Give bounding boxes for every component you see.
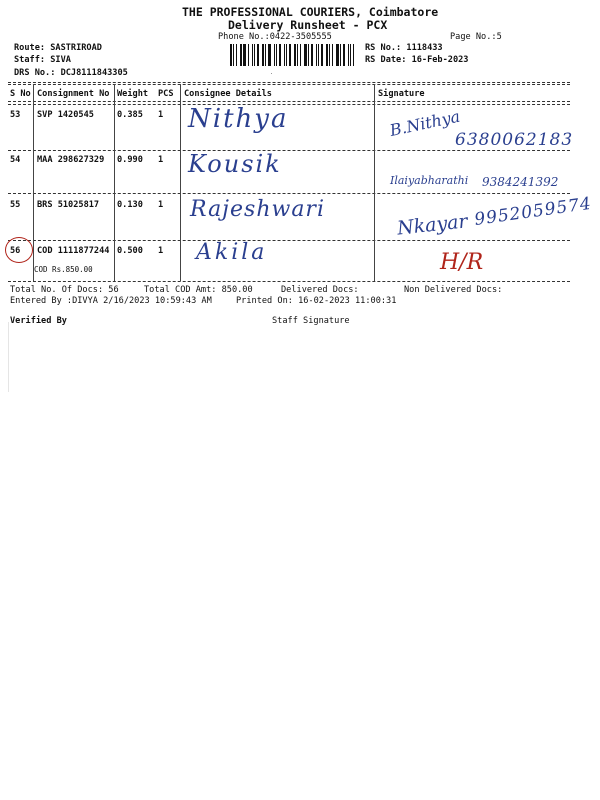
barcode-bar bbox=[248, 44, 249, 66]
row-consignment: COD 1111877244 bbox=[37, 246, 110, 256]
header-bottom-rule-2 bbox=[8, 104, 570, 105]
row-sno: 54 bbox=[10, 155, 21, 165]
header-bottom-rule bbox=[8, 101, 570, 102]
column-line bbox=[114, 84, 115, 281]
barcode-bar bbox=[262, 44, 264, 66]
row-pcs: 1 bbox=[158, 200, 164, 210]
barcode-bar bbox=[274, 44, 275, 66]
row-consignment: BRS 51025817 bbox=[37, 200, 100, 210]
barcode-bar bbox=[316, 44, 317, 66]
page-number: Page No.:5 bbox=[450, 32, 502, 42]
barcode-bar bbox=[311, 44, 313, 66]
row-pcs: 1 bbox=[158, 155, 164, 165]
row-sno: 55 bbox=[10, 200, 21, 210]
row-consignee-handwritten: Akila bbox=[196, 240, 268, 265]
row-sno: 53 bbox=[10, 110, 21, 120]
row-signature: B.Nithya bbox=[388, 106, 462, 140]
barcode-bar bbox=[332, 44, 333, 66]
row-pcs: 1 bbox=[158, 246, 164, 256]
col-header-consignee: Consignee Details bbox=[184, 89, 272, 99]
barcode-bar bbox=[336, 44, 339, 66]
barcode-bar bbox=[286, 44, 287, 66]
route: Route: SASTRIROAD bbox=[14, 43, 102, 53]
barcode-bar bbox=[318, 44, 319, 66]
rs-number: RS No.: 1118433 bbox=[365, 43, 443, 53]
barcode-bar bbox=[308, 44, 309, 66]
col-header-signature: Signature bbox=[378, 89, 425, 99]
barcode-bar bbox=[252, 44, 253, 66]
barcode-bar bbox=[276, 44, 277, 66]
row-pcs: 1 bbox=[158, 110, 164, 120]
barcode-bar bbox=[254, 44, 255, 66]
row-divider bbox=[8, 150, 570, 151]
printed-on: Printed On: 16-02-2023 11:00:31 bbox=[236, 296, 397, 306]
barcode-bar bbox=[257, 44, 259, 66]
col-header-consignment: Consignment No bbox=[37, 89, 110, 99]
scan-mark bbox=[8, 322, 9, 392]
row-signature: Nkayar bbox=[396, 210, 469, 240]
table-bottom-rule bbox=[8, 281, 570, 282]
barcode-bar bbox=[233, 44, 234, 66]
table-top-rule-2 bbox=[8, 84, 570, 85]
rs-date: RS Date: 16-Feb-2023 bbox=[365, 55, 469, 65]
staff: Staff: SIVA bbox=[14, 55, 71, 65]
barcode-bar bbox=[279, 44, 281, 66]
barcode bbox=[230, 44, 358, 66]
column-line bbox=[180, 84, 181, 281]
column-line bbox=[374, 84, 375, 281]
row-phone-handwritten: 9952059574 bbox=[473, 193, 594, 230]
entered-by: Entered By :DIVYA 2/16/2023 10:59:43 AM bbox=[10, 296, 212, 306]
row-consignment: SVP 1420545 bbox=[37, 110, 94, 120]
barcode-bar bbox=[329, 44, 330, 66]
barcode-bar bbox=[284, 44, 285, 66]
col-header-weight: Weight bbox=[117, 89, 149, 99]
runsheet-subtitle: Delivery Runsheet - PCX bbox=[228, 18, 388, 32]
barcode-bar bbox=[343, 44, 345, 66]
phone-number: Phone No.:0422-3505555 bbox=[218, 32, 332, 42]
total-docs: Total No. Of Docs: 56 bbox=[10, 285, 119, 295]
row-weight: 0.385 bbox=[117, 110, 143, 120]
row-consignee-handwritten: Nithya bbox=[188, 104, 289, 134]
barcode-bar bbox=[321, 44, 323, 66]
row-signature-red: H/R bbox=[440, 250, 484, 275]
barcode-bar bbox=[304, 44, 307, 66]
barcode-bar bbox=[300, 44, 301, 66]
verified-by-label: Verified By bbox=[10, 316, 67, 326]
barcode-bar bbox=[294, 44, 296, 66]
barcode-bar bbox=[348, 44, 349, 66]
barcode-bar bbox=[265, 44, 266, 66]
delivered-docs: Delivered Docs: bbox=[281, 285, 359, 295]
company-title: THE PROFESSIONAL COURIERS, Coimbatore bbox=[182, 5, 439, 19]
barcode-bar bbox=[297, 44, 298, 66]
row-divider bbox=[8, 193, 570, 194]
barcode-bar bbox=[289, 44, 291, 66]
cod-amount-note: COD Rs.850.00 bbox=[34, 265, 93, 274]
staff-signature-label: Staff Signature bbox=[272, 316, 350, 326]
row-phone-handwritten: 9384241392 bbox=[482, 175, 559, 189]
barcode-bar bbox=[230, 44, 232, 66]
barcode-bar bbox=[340, 44, 341, 66]
row-sno: 56 bbox=[10, 246, 21, 256]
table-top-rule bbox=[8, 82, 570, 83]
row-signature: Ilaiyabharathi bbox=[390, 174, 469, 187]
drs-number: DRS No.: DCJ8111843305 bbox=[14, 68, 128, 78]
barcode-bar bbox=[243, 44, 246, 66]
barcode-bar bbox=[240, 44, 242, 66]
non-delivered-docs: Non Delivered Docs: bbox=[404, 285, 503, 295]
col-header-sno: S No bbox=[10, 89, 31, 99]
barcode-bar bbox=[353, 44, 354, 66]
row-consignee-handwritten: Kousik bbox=[188, 150, 282, 178]
row-divider bbox=[8, 240, 570, 241]
row-weight: 0.990 bbox=[117, 155, 143, 165]
column-line bbox=[33, 84, 34, 281]
row-consignment: MAA 298627329 bbox=[37, 155, 105, 165]
barcode-bar bbox=[268, 44, 271, 66]
row-weight: 0.500 bbox=[117, 246, 143, 256]
total-cod-amount: Total COD Amt: 850.00 bbox=[144, 285, 253, 295]
barcode-bar bbox=[326, 44, 328, 66]
row-weight: 0.130 bbox=[117, 200, 143, 210]
row-consignee-handwritten: Rajeshwari bbox=[190, 197, 325, 222]
barcode-bar bbox=[236, 44, 237, 66]
barcode-bar bbox=[350, 44, 351, 66]
scan-speck bbox=[271, 73, 272, 74]
row-phone-handwritten: 6380062183 bbox=[455, 130, 574, 150]
col-header-pcs: PCS bbox=[158, 89, 174, 99]
